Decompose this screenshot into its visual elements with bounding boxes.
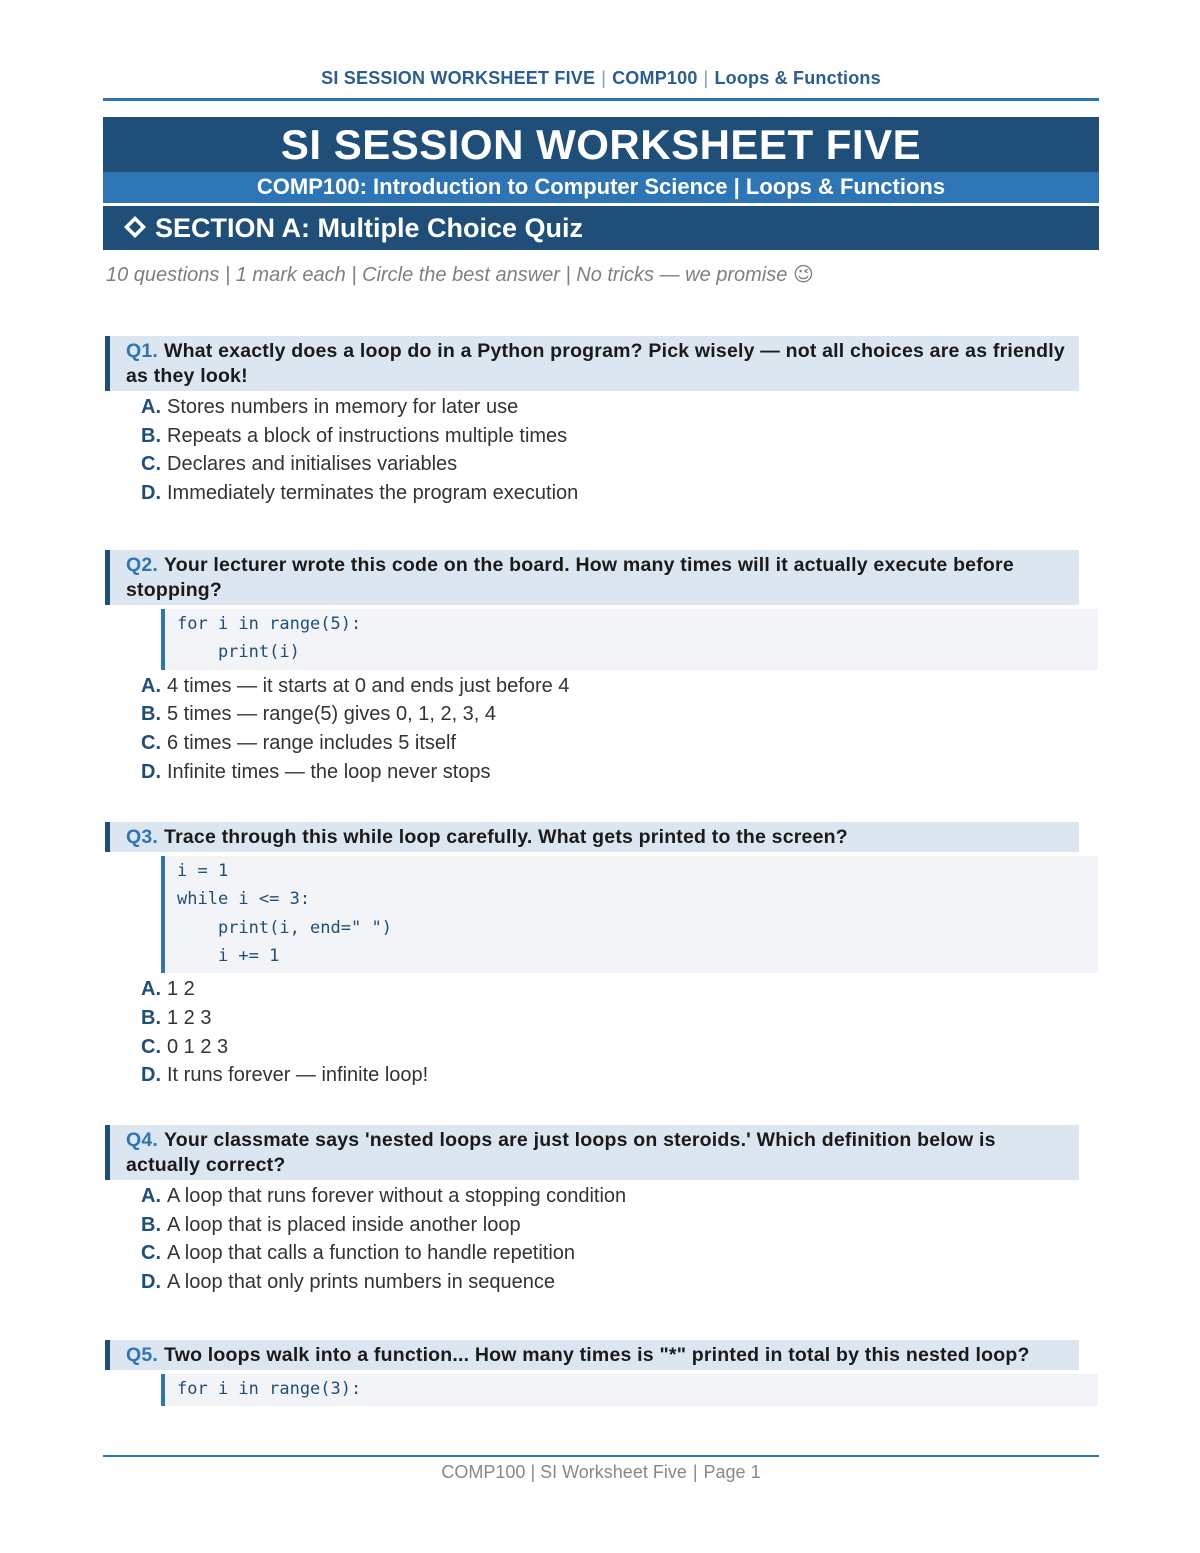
answer-option[interactable]: [141, 672, 1079, 701]
option-letter: A.: [141, 1185, 161, 1207]
question-prompt: [105, 822, 1079, 852]
answer-option[interactable]: [141, 700, 1079, 729]
option-letter: D.: [141, 1064, 161, 1087]
option-letter: A.: [141, 674, 161, 697]
option-text: 4 times — it starts at 0 and ends just before 4: [167, 674, 570, 697]
option-letter: C.: [141, 732, 161, 754]
option-letter: D.: [141, 760, 161, 783]
question-prompt: [105, 336, 1079, 391]
wink-emoji-icon: 😉: [792, 264, 814, 286]
footer-rule: [103, 1455, 1099, 1457]
option-text: Declares and initialises variables: [167, 453, 458, 476]
option-letter: D.: [141, 482, 161, 505]
question-3: [105, 822, 1079, 1090]
question-1: [105, 336, 1079, 508]
code-block: for i in range(5): print(i): [161, 609, 1098, 670]
option-text: 1 2: [167, 978, 195, 1001]
option-letter: D.: [141, 1271, 161, 1294]
option-letter: C.: [141, 1242, 161, 1265]
option-text: 0 1 2 3: [167, 1035, 229, 1058]
question-5: [105, 1340, 1079, 1406]
header-separator: |: [601, 68, 607, 88]
header-separator: |: [703, 68, 709, 88]
option-letter: C.: [141, 1035, 161, 1058]
option-letter: A.: [141, 396, 161, 418]
page-subtitle: COMP100: Introduction to Computer Science | Loops & Functions: [103, 172, 1099, 203]
option-text: 6 times — range includes 5 itself: [167, 732, 457, 754]
option-text: Stores numbers in memory for later use: [167, 396, 519, 418]
question-prompt: [105, 1125, 1079, 1180]
section-heading: [103, 206, 1099, 250]
option-letter: B.: [141, 703, 161, 726]
answer-option[interactable]: [141, 1211, 1079, 1240]
answer-option[interactable]: [141, 1061, 1079, 1090]
answer-options: [141, 672, 1079, 787]
answer-option[interactable]: [141, 758, 1079, 787]
answer-option[interactable]: [141, 479, 1079, 508]
diamond-icon: [123, 206, 147, 250]
option-text: Infinite times — the loop never stops: [167, 760, 491, 783]
header-course-code: COMP100: [612, 68, 698, 88]
footer-separator: |: [692, 1462, 698, 1482]
page-number: Page 1: [703, 1462, 761, 1482]
answer-options: [141, 975, 1079, 1090]
answer-options: [141, 1182, 1079, 1297]
answer-option[interactable]: [141, 422, 1079, 451]
option-letter: A.: [141, 978, 161, 1001]
option-text: 5 times — range(5) gives 0, 1, 2, 3, 4: [167, 703, 497, 726]
running-header: [103, 68, 1099, 96]
section-title: SECTION A: Multiple Choice Quiz: [155, 213, 584, 243]
option-letter: B.: [141, 1213, 161, 1236]
question-number: Q4.: [126, 1129, 159, 1151]
question-text: Trace through this while loop carefully. What gets printed to the screen?: [164, 826, 848, 848]
question-text: Two loops walk into a function... How many times is "*" printed in total by this nested loop?: [164, 1344, 1030, 1366]
instructions-text: 10 questions | 1 mark each | Circle the best answer | No tricks — we promise: [106, 264, 788, 286]
option-text: A loop that calls a function to handle repetition: [167, 1242, 576, 1265]
option-text: Immediately terminates the program execution: [167, 482, 579, 505]
header-worksheet-title: SI SESSION WORKSHEET FIVE: [321, 68, 596, 88]
question-number: Q1.: [126, 340, 159, 362]
question-2: [105, 550, 1079, 786]
option-letter: B.: [141, 424, 161, 447]
answer-option[interactable]: [141, 1239, 1079, 1268]
answer-option[interactable]: [141, 1182, 1079, 1211]
option-letter: C.: [141, 453, 161, 476]
section-instructions: [106, 262, 1096, 287]
footer-document-name: COMP100 | SI Worksheet Five: [441, 1462, 687, 1482]
title-block: [103, 117, 1099, 250]
option-letter: B.: [141, 1006, 161, 1029]
header-rule: [103, 98, 1099, 101]
answer-option[interactable]: [141, 729, 1079, 758]
question-prompt: [105, 550, 1079, 605]
question-text: What exactly does a loop do in a Python program? Pick wisely — not all choices are as friendly as they look!: [126, 340, 1065, 387]
answer-option[interactable]: [141, 1004, 1079, 1033]
answer-option[interactable]: [141, 975, 1079, 1004]
header-topic: Loops & Functions: [714, 68, 881, 88]
answer-option[interactable]: [141, 393, 1079, 422]
question-text: Your lecturer wrote this code on the board. How many times will it actually execute before stopping?: [126, 554, 1014, 601]
question-number: Q2.: [126, 554, 159, 576]
code-block: for i in range(3):: [161, 1374, 1098, 1406]
option-text: 1 2 3: [167, 1006, 212, 1029]
question-number: Q3.: [126, 826, 159, 848]
option-text: A loop that is placed inside another loop: [167, 1213, 521, 1236]
answer-option[interactable]: [141, 1268, 1079, 1297]
question-text: Your classmate says 'nested loops are just loops on steroids.' Which definition below is actually correct?: [126, 1129, 996, 1176]
code-block: i = 1 while i <= 3: print(i, end=" ") i += 1: [161, 856, 1098, 973]
answer-option[interactable]: [141, 1033, 1079, 1062]
question-prompt: [105, 1340, 1079, 1370]
answer-option[interactable]: [141, 450, 1079, 479]
page-footer: [103, 1462, 1099, 1483]
option-text: Repeats a block of instructions multiple times: [167, 424, 568, 447]
question-4: [105, 1125, 1079, 1297]
question-number: Q5.: [126, 1344, 159, 1366]
answer-options: [141, 393, 1079, 508]
option-text: A loop that runs forever without a stopping condition: [167, 1185, 627, 1207]
option-text: It runs forever — infinite loop!: [167, 1064, 429, 1087]
option-text: A loop that only prints numbers in sequence: [167, 1271, 556, 1294]
page-title: SI SESSION WORKSHEET FIVE: [103, 117, 1099, 172]
